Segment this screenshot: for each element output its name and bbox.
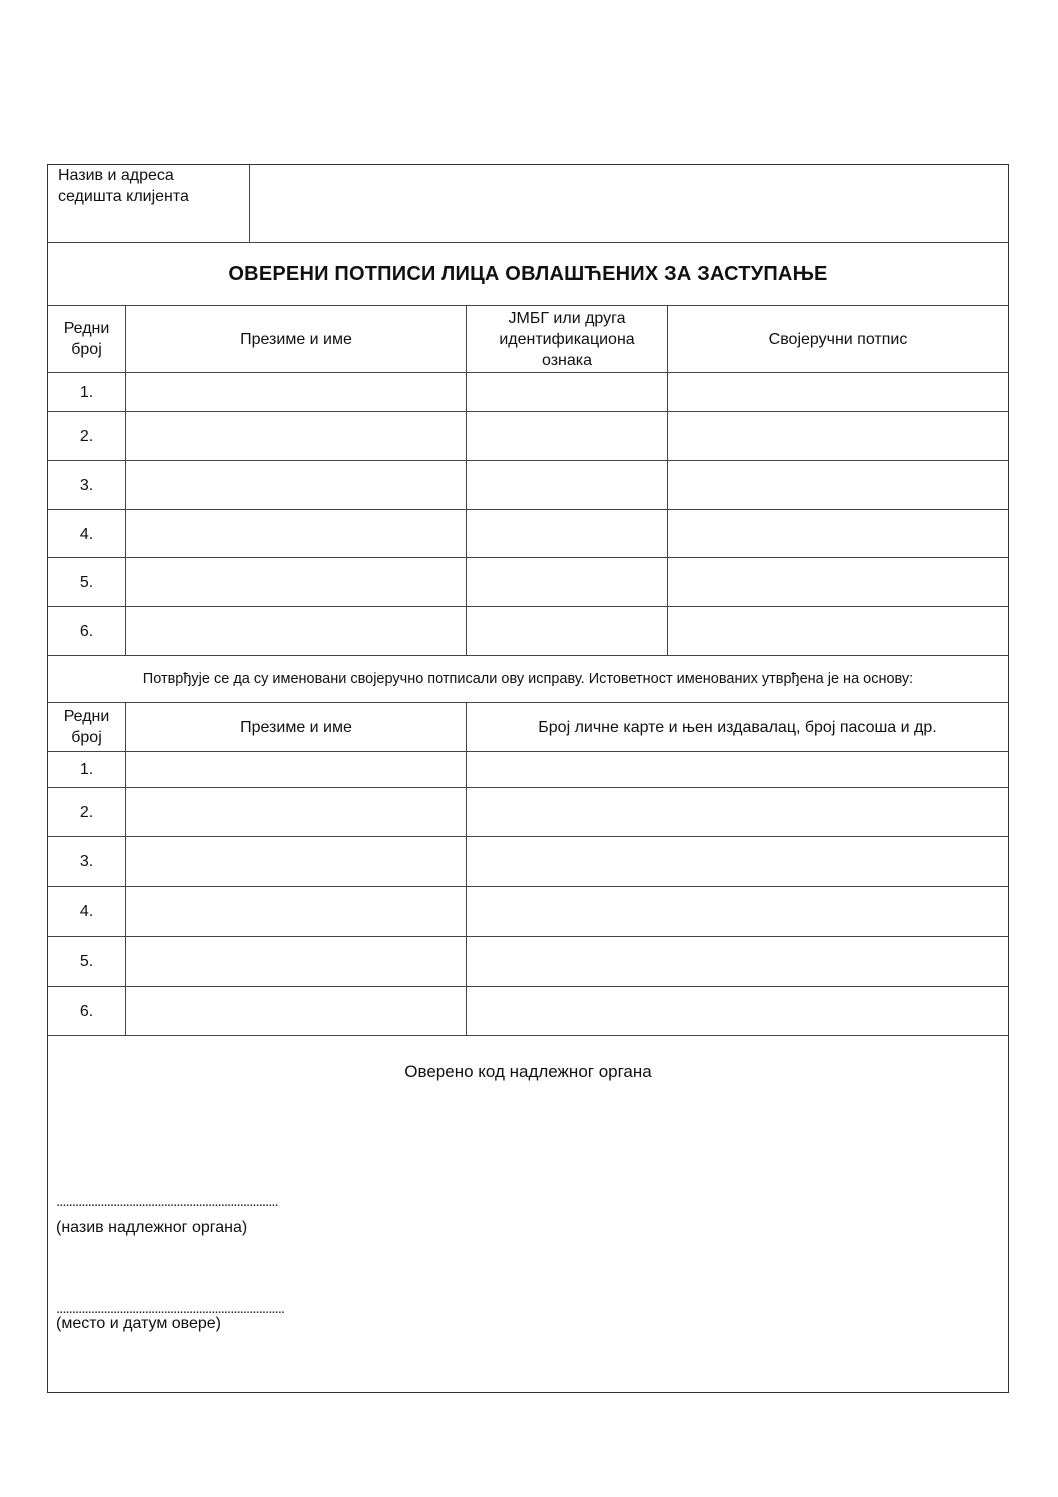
row-number: 6. <box>79 1002 94 1020</box>
name-field[interactable] <box>127 987 465 1035</box>
name-field[interactable] <box>127 510 465 558</box>
name-field[interactable] <box>127 461 465 509</box>
row-number: 6. <box>79 622 94 640</box>
header-text: ознака <box>541 351 593 369</box>
row-number: 2. <box>79 427 94 445</box>
signature-field[interactable] <box>669 461 1007 509</box>
name-field[interactable] <box>127 558 465 606</box>
form-title: ОВЕРЕНИ ПОТПИСИ ЛИЦА ОВЛАШЋЕНИХ ЗА ЗАСТУПАЊЕ <box>228 262 828 285</box>
row-number: 3. <box>79 476 94 494</box>
id-field[interactable] <box>468 510 666 558</box>
client-label <box>58 165 248 242</box>
name-field[interactable] <box>127 412 465 460</box>
row-number: 1. <box>79 383 94 401</box>
document-field[interactable] <box>468 837 1007 886</box>
header-text: Редни <box>63 708 110 725</box>
client-label-line1: Назив и адреса <box>58 167 174 184</box>
name-field[interactable] <box>127 887 465 936</box>
divider <box>466 305 467 655</box>
name-field[interactable] <box>127 788 465 837</box>
document-field[interactable] <box>468 937 1007 986</box>
name-field[interactable] <box>127 937 465 986</box>
name-field[interactable] <box>127 752 465 787</box>
signature-field[interactable] <box>669 412 1007 460</box>
client-label-line2: седишта клијента <box>58 188 189 205</box>
table1-header-number <box>48 306 125 372</box>
signature-field[interactable] <box>669 510 1007 558</box>
row-number: 4. <box>79 903 94 920</box>
name-field[interactable] <box>127 373 465 411</box>
row-number: 4. <box>79 525 94 543</box>
id-field[interactable] <box>468 373 666 411</box>
divider <box>125 305 126 655</box>
row-number: 3. <box>79 853 94 870</box>
divider <box>48 1035 1008 1036</box>
table1-header-signature: Својеручни потпис <box>768 330 908 348</box>
divider <box>667 305 668 655</box>
name-field[interactable] <box>127 607 465 655</box>
authority-name-label: (назив надлежног органа) <box>56 1219 248 1236</box>
certification-heading: Оверено код надлежног органа <box>404 1061 652 1081</box>
table2-header-number <box>48 703 125 751</box>
row-number: 1. <box>79 761 94 778</box>
row-number: 2. <box>79 804 94 821</box>
header-text: ЈМБГ или друга <box>508 309 626 327</box>
document-field[interactable] <box>468 887 1007 936</box>
divider <box>249 165 250 242</box>
id-field[interactable] <box>468 558 666 606</box>
table2-header-document: Број личне карте и њен издавалац, број пасоша и др. <box>538 718 937 736</box>
document-field[interactable] <box>468 752 1007 787</box>
name-field[interactable] <box>127 837 465 886</box>
header-text: Редни <box>63 320 110 337</box>
row-number: 5. <box>79 573 94 591</box>
signature-field[interactable] <box>669 373 1007 411</box>
header-text: број <box>71 341 102 358</box>
document-field[interactable] <box>468 987 1007 1035</box>
place-date-line[interactable]: ........................................................................ <box>56 1300 285 1317</box>
id-field[interactable] <box>468 412 666 460</box>
signature-field[interactable] <box>669 607 1007 655</box>
place-date-label: (место и датум овере) <box>56 1315 221 1332</box>
signature-certification-form <box>47 164 1009 1393</box>
confirmation-note: Потврђује се да су именовани својеручно потписали ову исправу. Истоветност именованих утврђена је на основу: <box>142 670 914 687</box>
id-field[interactable] <box>468 607 666 655</box>
document-field[interactable] <box>468 788 1007 837</box>
table2-header-name: Презиме и име <box>240 718 352 736</box>
row-number: 5. <box>79 953 94 970</box>
signature-field[interactable] <box>669 558 1007 606</box>
header-text: идентификациона <box>499 330 635 348</box>
table1-header-id <box>467 306 667 372</box>
header-text: број <box>71 729 102 746</box>
table1-header-name: Презиме и име <box>240 330 352 348</box>
authority-name-line[interactable]: ...................................................................... <box>56 1193 278 1210</box>
id-field[interactable] <box>468 461 666 509</box>
client-value-field[interactable] <box>251 165 1008 242</box>
